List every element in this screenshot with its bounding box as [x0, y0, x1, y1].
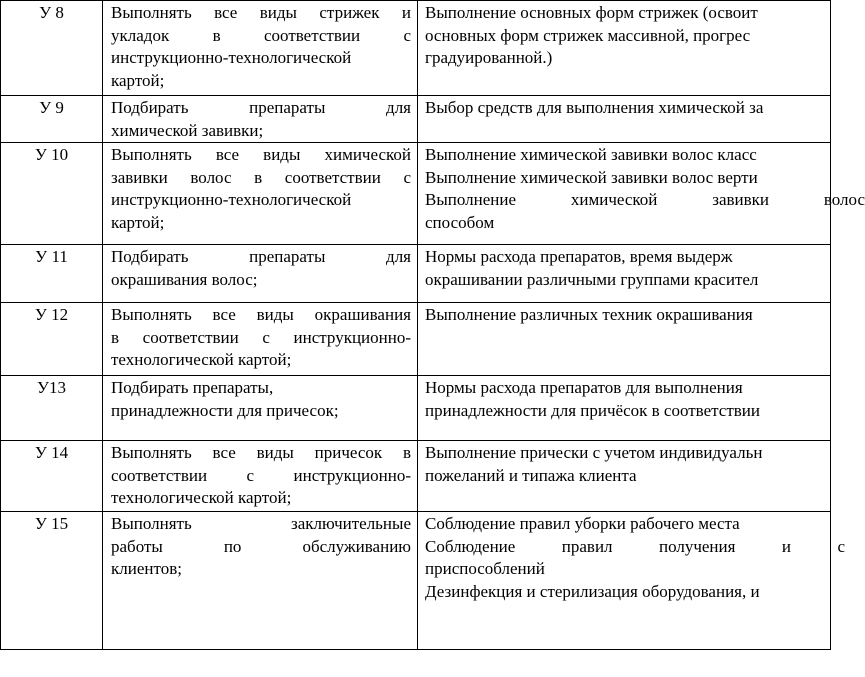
- skill-content: Нормы расхода препаратов для выполнения принадлежности для причёсок в соответствии: [418, 376, 831, 441]
- skill-content: Выполнение прически с учетом индивидуальн пожеланий и типажа клиента: [418, 441, 831, 512]
- skill-content: Выполнение различных техник окрашивания: [418, 303, 831, 376]
- skill-code: У 15: [1, 512, 103, 650]
- skill-description: Подбирать препараты для химической завивки;: [103, 96, 418, 143]
- skill-description: Подбирать препараты, принадлежности для причесок;: [103, 376, 418, 441]
- skill-code: У 9: [1, 96, 103, 143]
- skill-description: Выполнять все виды химической завивки волос в соответствии с инструкционно-технологической картой;: [103, 143, 418, 245]
- table-row: [1, 376, 831, 441]
- skill-code: У 8: [1, 1, 103, 96]
- table-row: [1, 96, 831, 143]
- skill-content: Соблюдение правил уборки рабочего места Соблюдение правил получения и с приспособлений Дезинфекция и стерилизация оборудования, и: [418, 512, 831, 650]
- skill-description: Выполнять заключительные работы по обслуживанию клиентов;: [103, 512, 418, 650]
- skill-code: У13: [1, 376, 103, 441]
- skill-code: У 10: [1, 143, 103, 245]
- skill-description: Выполнять все виды окрашивания в соответствии с инструкционно- технологической картой;: [103, 303, 418, 376]
- table-row: [1, 512, 831, 650]
- table-row: [1, 303, 831, 376]
- skill-content: Выполнение основных форм стрижек (освоит основных форм стрижек массивной, прогрес градуированной.): [418, 1, 831, 96]
- skill-description: Выполнять все виды стрижек и укладок в соответствии с инструкционно-технологической картой;: [103, 1, 418, 96]
- skill-content: Выбор средств для выполнения химической за: [418, 96, 831, 143]
- skill-content: Выполнение химической завивки волос класс Выполнение химической завивки волос верти Выполнение химической завивки волос способом: [418, 143, 831, 245]
- table-row: [1, 143, 831, 245]
- skill-description: Выполнять все виды причесок в соответствии с инструкционно- технологической картой;: [103, 441, 418, 512]
- skill-code: У 14: [1, 441, 103, 512]
- table-row: [1, 1, 831, 96]
- table-row: [1, 245, 831, 303]
- skill-description: Подбирать препараты для окрашивания волос;: [103, 245, 418, 303]
- skill-code: У 11: [1, 245, 103, 303]
- table-row: [1, 441, 831, 512]
- skill-code: У 12: [1, 303, 103, 376]
- skill-content: Нормы расхода препаратов, время выдерж окрашивании различными группами красител: [418, 245, 831, 303]
